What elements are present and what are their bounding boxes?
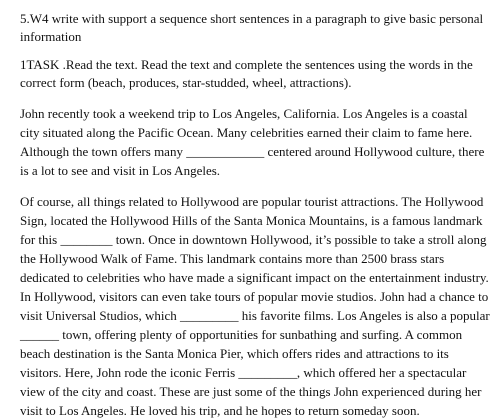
paragraph-main: Of course, all things related to Hollywood are popular tourist attractions. The Hollywood Sign, located the Hollywood Hills of the Santa Monica Mountains, is a famous landmark for this ________ town. Once in downtown Hollywood, it’s possible to take a stroll along the Hollywood Walk of Fame. This landmark contains more than 2500 brass stars dedicated to celebrities who have made a significant impact on the entertainment industry. In Hollywood, visitors can even take tours of popular movie studios. John had a chance to visit Universal Studios, which _________ his favorite films. Los Angeles is also a popular ______ town, offering plenty of opportunities for sunbathing and surfing. A common beach destination is the Santa Monica Pier, which offers rides and attractions to its visitors. Here, John rode the iconic Ferris _________, which offered her a spectacular view of the city and coast. These are just some of the things John experienced during her visit to Los Angeles. He loved his trip, and he hopes to return someday soon. xyxy=(20,194,490,418)
worksheet-page xyxy=(20,10,490,420)
paragraph-intro: John recently took a weekend trip to Los Angeles, California. Los Angeles is a coastal city situated along the Pacific Ocean. Many celebrities earned their claim to fame here. Although the town offers many ____________ centered around Hollywood culture, there is a lot to see and visit in Los Angeles. xyxy=(20,106,485,178)
worksheet-heading: 5.W4 write with support a sequence short sentences in a paragraph to give basic personal information xyxy=(20,11,484,44)
task-instructions: 1TASK .Read the text. Read the text and complete the sentences using the words in the correct form (beach, produces, star-studded, wheel, attractions). xyxy=(20,57,473,90)
